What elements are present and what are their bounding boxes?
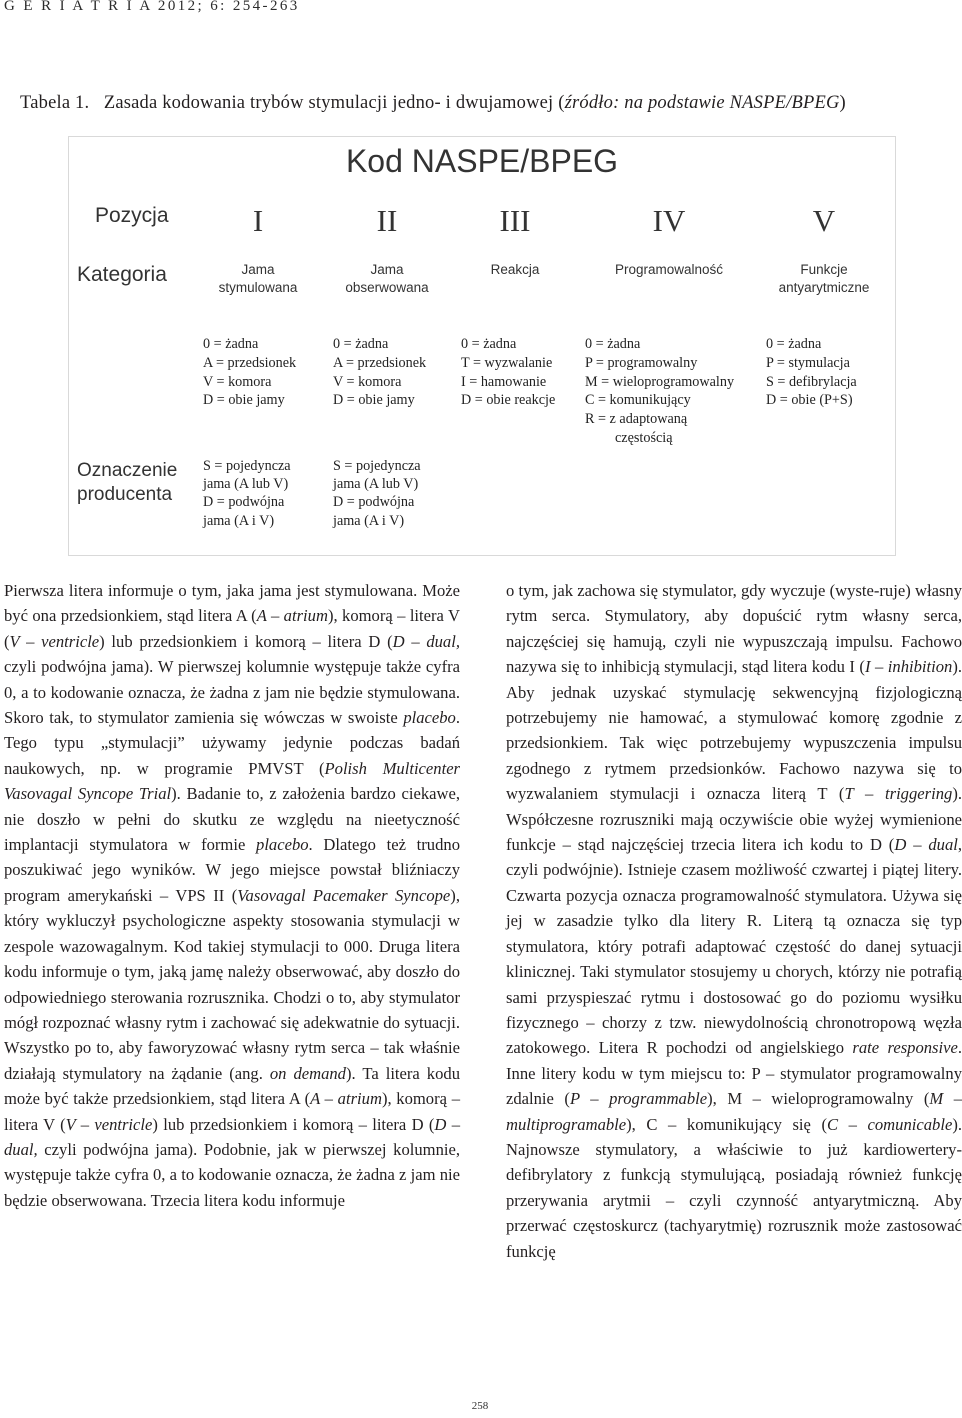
italic-run: V – ventricle	[9, 631, 100, 651]
text-run: czyli podwójna jama). W pierwszej kolumnie występuje także cyfra 0, a to kodowanie oznacza, że żadna z jam nie będzie stymulowana. Skoro tak, to stymulator zamienia się wówczas w swoiste	[4, 657, 460, 728]
table-caption-close: )	[839, 93, 846, 113]
manufacturer-codes-ii	[333, 457, 421, 530]
codes-position-i	[203, 335, 296, 410]
table-caption-text: Zasada kodowania trybów stymulacji jedno- i dwujamowej (	[103, 93, 565, 113]
italic-run: on demand	[269, 1063, 346, 1083]
code-line: P = stymulacja	[766, 354, 850, 371]
category-sensed-chamber: Jama obserwowana	[345, 262, 429, 295]
text-run: ) lub przedsionkiem i komorą – litera D (	[99, 631, 393, 651]
italic-run: D – dual,	[392, 631, 460, 651]
codes-position-iii	[461, 335, 555, 410]
body-paragraph	[4, 578, 460, 1213]
code-line: D = obie reakcje	[461, 392, 556, 409]
figure-title: Kod NASPE/BPEG	[345, 143, 619, 179]
category-response: Reakcja	[490, 262, 540, 277]
italic-run: rate responsive	[852, 1038, 958, 1058]
text-run: ), M – wieloprogramowalny (	[707, 1089, 930, 1109]
codes-position-ii	[333, 335, 426, 410]
text-run: ), C – komunikujący się (	[626, 1114, 827, 1134]
text-run: ), komorą – litera V (	[4, 606, 461, 651]
position-iii: III	[499, 203, 531, 238]
category-programmability: Programowalność	[614, 262, 724, 277]
manufacturer-code-line: jama (A i V)	[203, 512, 275, 529]
code-line: 0 = żadna	[766, 336, 822, 352]
category-paced-chamber: Jama stymulowana	[218, 262, 298, 295]
table-caption-source: źródło: na podstawie NASPE/BPEG	[564, 93, 840, 113]
text-run: ). Współczesne rozruszniki mają oczywiście obie wyżej wymienione funkcje – stąd najczęściej trzecia litera ich kodu to D (	[506, 784, 962, 855]
italic-run: I – inhibition	[864, 657, 953, 677]
text-run: . Tego typu „stymulacji” używamy jedynie podczas badań naukowych, np. w programie PMVST (	[4, 708, 460, 778]
row-label-manufacturer	[77, 459, 177, 507]
row-label-position: Pozycja	[95, 204, 169, 227]
italic-run: P – programmable	[569, 1089, 708, 1109]
italic-run: D – dual	[894, 835, 958, 855]
category-antiarrhythmic: Funkcje antyarytmiczne	[778, 262, 870, 295]
position-iv: IV	[652, 203, 686, 238]
row-label-manufacturer-line: producenta	[77, 484, 173, 505]
code-line: 0 = żadna	[203, 336, 259, 352]
text-run: ) lub przedsionkiem i komorą – litera D (	[152, 1114, 435, 1134]
row-label-category: Kategoria	[77, 263, 167, 286]
manufacturer-code-line: S = pojedyncza	[333, 458, 421, 474]
text-run: ). Badanie to, z założenia bardzo ciekawe, nie doszło w pełni do skutku ze względu na nieetyczność implantacji stymulatora w formie	[4, 784, 460, 855]
text-run: o tym, jak zachowa się stymulator, gdy wyczuje (wyste-ruje) własny rytm serca. Stymulatory, aby dopuścić rytm własny serca, najczęściej się hamują, czyli nie wypuszczają impulsu. Fachowo nazywa się to inhibicją stymulacji, stąd litera kodu I (	[506, 581, 962, 677]
manufacturer-code-line: jama (A i V)	[333, 512, 405, 529]
manufacturer-code-line: D = podwójna	[333, 494, 415, 511]
table-caption	[20, 93, 846, 114]
italic-run: A – atrium	[310, 1089, 382, 1109]
italic-run: D – dual,	[4, 1114, 460, 1159]
table-label: Tabela 1.	[20, 93, 90, 113]
code-line: V = komora	[203, 373, 272, 390]
code-line: D = obie (P+S)	[766, 392, 853, 409]
italic-run: placebo	[256, 835, 309, 855]
position-ii: II	[376, 203, 398, 238]
code-line: P = programowalny	[585, 354, 698, 371]
code-line: 0 = żadna	[333, 336, 389, 352]
code-line: D = obie jamy	[203, 392, 285, 409]
code-line: R = z adaptowaną	[585, 411, 688, 428]
manufacturer-code-line: jama (A lub V)	[203, 476, 289, 493]
text-run: ). Najnowsze stymulatory, a właściwie to już kardiowertery-defibrylatory z funkcją stymulującą, posiadają również funkcję przerywania arytmii – czyli czynność antyarytmiczną. Aby przerwać częstoskurcz (tachyarytmię) rozrusznik może zastosować funkcję	[506, 1114, 962, 1261]
manufacturer-code-line: jama (A lub V)	[333, 476, 419, 493]
journal-header: G E R I A T R I A 2012; 6: 254-263	[4, 0, 300, 14]
naspe-code-figure	[68, 136, 896, 556]
text-run: Pierwsza litera informuje o tym, jaka jama jest stymulowana. Może być ona przedsionkiem, stąd litera A (	[4, 581, 460, 626]
code-line: T = wyzwalanie	[461, 354, 553, 371]
page-number: 258	[471, 1400, 489, 1412]
italic-run: A – atrium	[256, 606, 328, 626]
codes-position-iv	[585, 335, 734, 448]
manufacturer-code-line: S = pojedyncza	[203, 458, 291, 474]
text-run: ), komorą – litera V (	[4, 1089, 460, 1134]
text-run: , czyli podwójnie). Istnieje czasem możliwość czwartej i piątej litery. Czwarta pozycja oznacza programowalność stymulatora. Używa się jej w zasadzie tylko dla litery R. Literą tą oznacza się typ stymulatora, który potrafi adaptować częstość do danej sytuacji klinicznej. Taki stymulator stosujemy u chorych, którzy nie potrafią sami przyspieszać rytmu i dostosować go do poziomu wysiłku fizycznego – chorzy z tzw. niewydolnością chronotropową węzła zatokowego. Litera R pochodzi od angielskiego	[506, 835, 962, 1058]
text-run: ). Aby jednak uzyskać stymulację sekwencyjną fizjologiczną potrzebujemy nie hamować, a stymulować komorę zgodnie z przedsionkiem. Tak więc potrzebujemy wypuszczenia impulsu zgodnego z rytmem przedsionków. Fachowo nazywa się to wyzwalaniem stymulacji i oznacza literą T (	[506, 657, 962, 804]
codes-position-v	[766, 335, 857, 410]
code-line: 0 = żadna	[585, 336, 641, 352]
code-line: V = komora	[333, 373, 402, 390]
body-paragraph	[506, 578, 962, 1264]
italic-run: T – triggering	[844, 784, 953, 804]
code-line: I = hamowanie	[461, 373, 547, 390]
text-run: . Dlatego też trudno poszukiwać jego wyników. W jego miejsce powstał bliźniaczy program amerykański – VPS II (	[4, 835, 460, 905]
italic-run: Polish Multicenter Vasovagal Syncope Trial	[4, 758, 461, 804]
text-run: ). Ta litera kodu może być także przedsionkiem, stąd litera A (	[4, 1063, 460, 1109]
body-column-left	[4, 578, 460, 1213]
manufacturer-codes-i	[203, 457, 291, 530]
text-run: . Inne litery kodu w tym miejscu to: P – stymulator programowalny zdalnie (	[506, 1038, 962, 1109]
code-line: D = obie jamy	[333, 392, 415, 409]
code-line: C = komunikujący	[585, 392, 691, 409]
text-run: ), który wykluczył psychologiczne aspekty stosowania stymulacji w zespole wazowagalnym. Kod takiej stymulacji to 000. Druga litera kodu informuje o tym, jaką jamę należy obserwować, aby doszło do odpowiedniego sterowania rozrusznika. Chodzi o to, aby stymulator mógł rozpoznać własny rytm i zachować się adekwatnie do sytuacji. Wszystko po to, aby faworyzować własny rytm serca – tak właśnie działają stymulatory na żądanie (ang.	[4, 885, 460, 1083]
italic-run: V – ventricle	[65, 1114, 153, 1134]
code-line: A = przedsionek	[333, 354, 427, 371]
code-line: 0 = żadna	[461, 336, 517, 352]
position-i: I	[252, 203, 264, 238]
body-column-right	[506, 578, 962, 1264]
code-line: S = defibrylacja	[766, 373, 857, 390]
position-v: V	[812, 203, 836, 238]
italic-run: M – multiprogramable	[506, 1089, 962, 1134]
code-line: M = wieloprogramowalny	[585, 373, 735, 390]
italic-run: Vasovagal Pacemaker Syncope	[237, 885, 451, 905]
code-line: A = przedsionek	[203, 354, 297, 371]
italic-run: C – comunicable	[827, 1114, 953, 1134]
text-run: czyli podwójna jama). Podobnie, jak w pierwszej kolumnie, występuje także cyfra 0, a to kodowanie oznacza, że żadna z jam nie będzie obserwowana. Trzecia litera kodu informuje	[4, 1139, 460, 1210]
code-line: częstością	[615, 429, 673, 446]
italic-run: placebo	[403, 708, 456, 728]
manufacturer-code-line: D = podwójna	[203, 494, 285, 511]
row-label-manufacturer-line: Oznaczenie	[77, 460, 178, 481]
